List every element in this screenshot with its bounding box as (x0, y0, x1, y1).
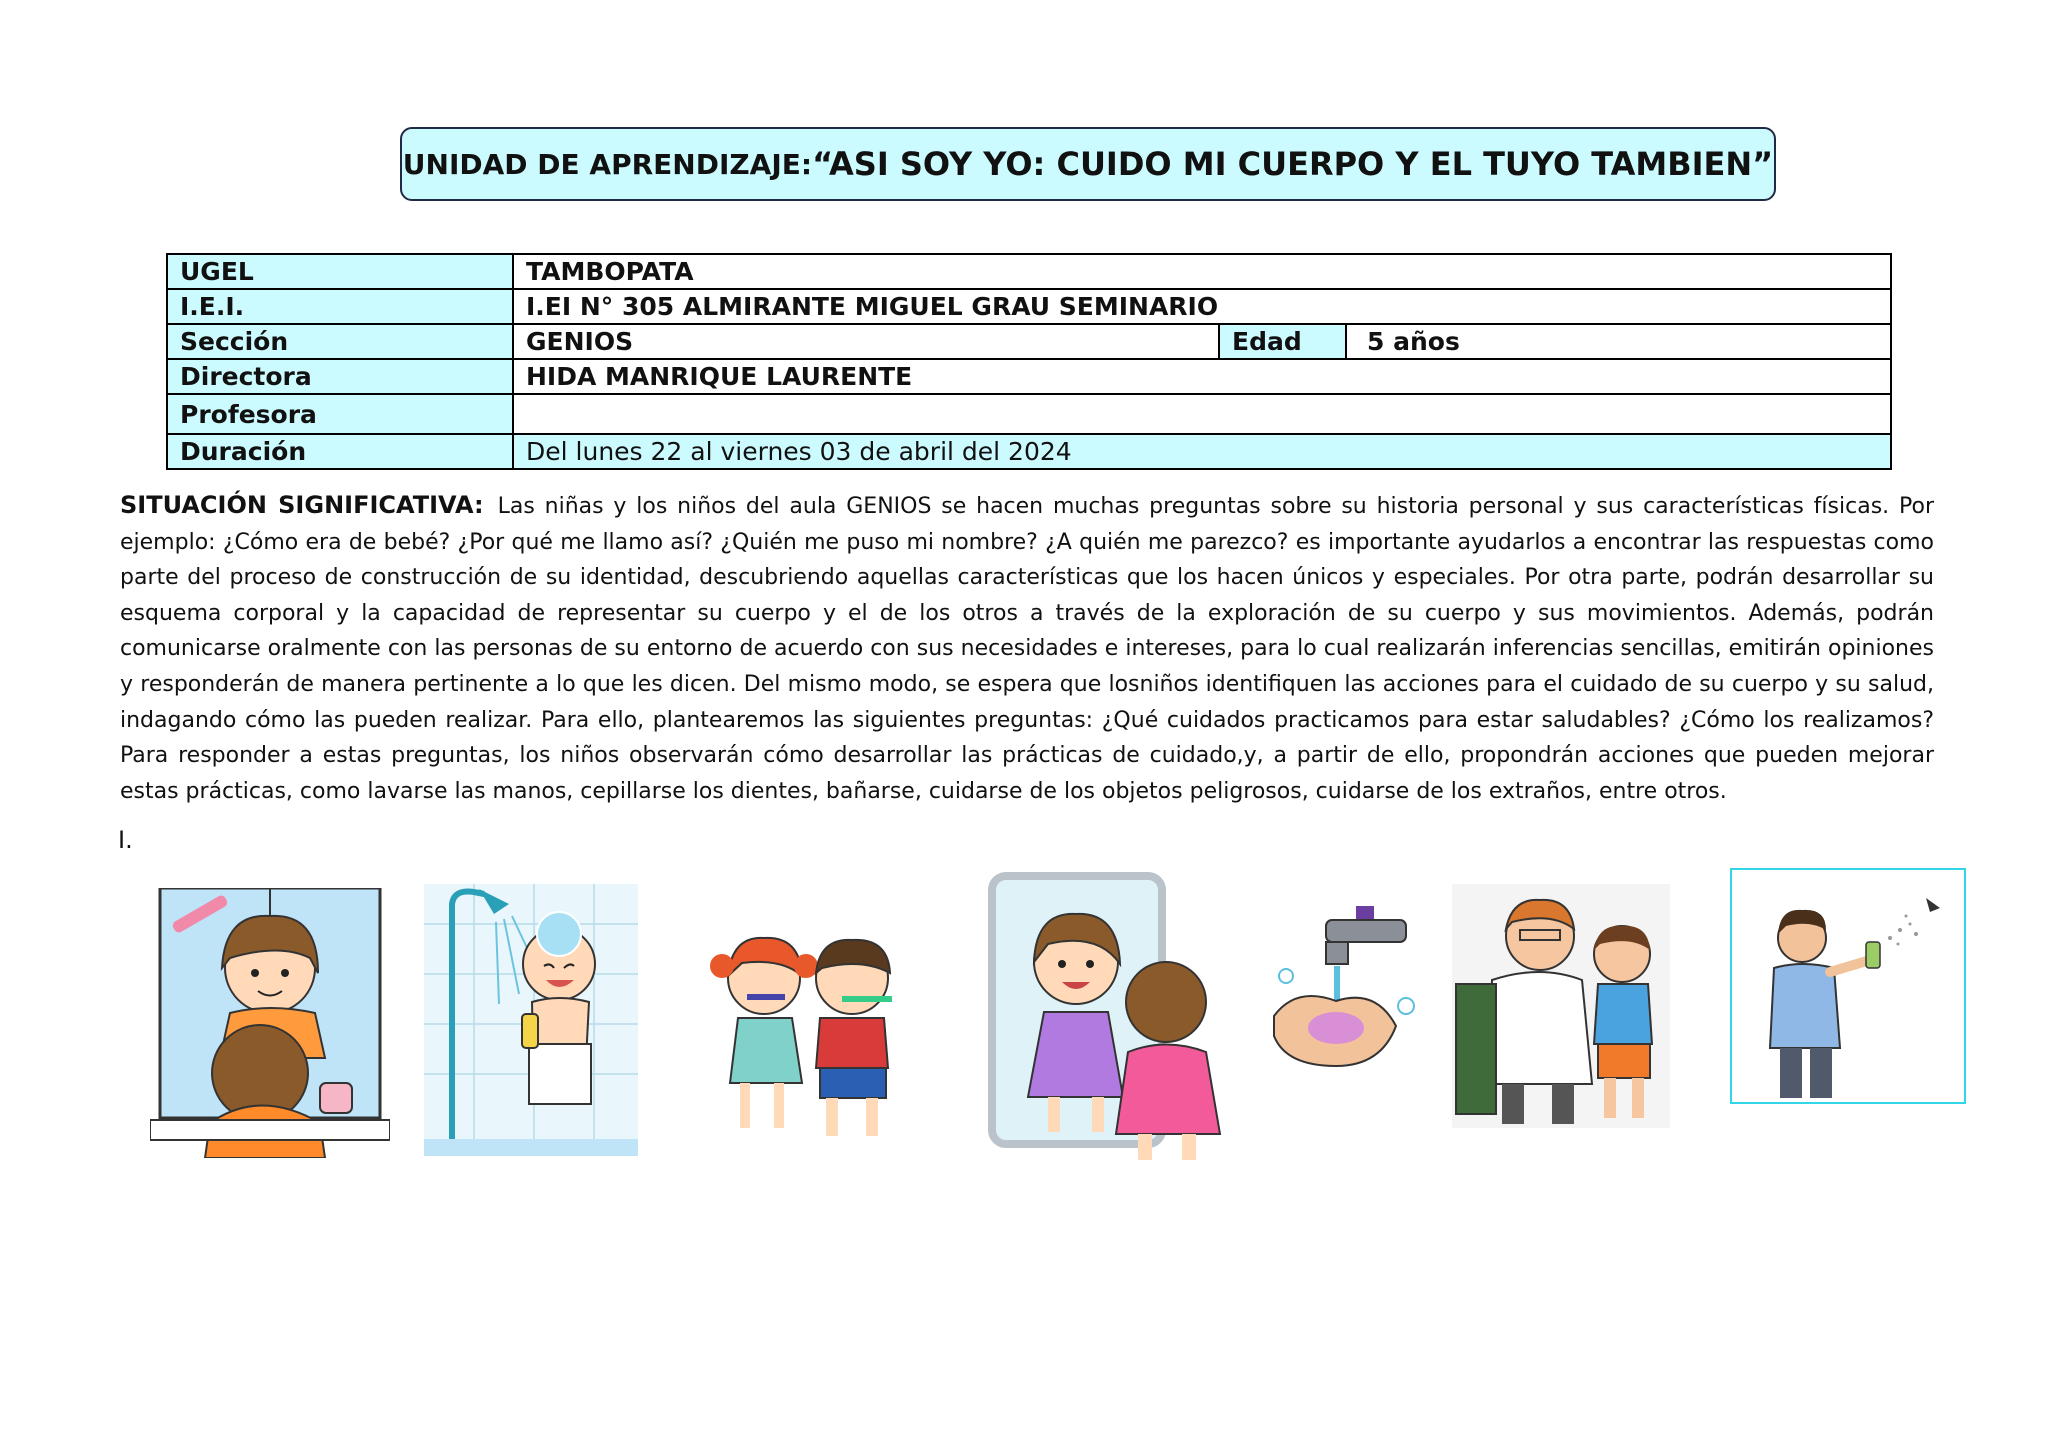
table-row (167, 254, 1891, 289)
table-row (167, 289, 1891, 324)
ugel-label: UGEL (167, 254, 513, 289)
directora-value: HIDA MANRIQUE LAURENTE (513, 359, 1891, 394)
situation-text: Las niñas y los niños del aula GENIOS se hacen muchas preguntas sobre su historia personal y sus características físicas. Por ejemplo: ¿Cómo era de bebé? ¿Por qué me llamo así? ¿Quién me puso mi nombre? ¿A quién me parezco? es importante ayudarlos a encontrar las respuestas como parte del proceso de construcción de su identidad, descubriendo aquellas características que los hacen únicos y especiales. Por otra parte, podrán desarrollar su esquema corporal y la capacidad de representar su cuerpo y el de los otros a través de la exploración de su cuerpo y sus movimientos. Además, podrán comunicarse oralmente con las personas de su entorno de acuerdo con sus necesidades e intereses, para lo cual realizarán inferencias sencillas, emitirán opiniones y responderán de manera pertinente a lo que les dicen. Del mismo modo, se espera que losniños identifiquen las acciones para el cuidado de su cuerpo y su salud, indagando cómo las pueden realizar. Para ello, plantearemos las siguientes preguntas: ¿Qué cuidados practicamos para estar saludables? ¿Cómo los realizamos? Para responder a estas preguntas, los niños observarán cómo desarrollar las prácticas de cuidado,y, a partir de ello, propondrán acciones que pueden mejorar estas prácticas, como lavarse las manos, cepillarse los dientes, bañarse, cuidarse de los objetos peligrosos, cuidarse de los extraños, entre otros. (120, 494, 1934, 804)
situation-paragraph (120, 488, 1934, 809)
directora-label: Directora (167, 359, 513, 394)
child-showering-icon (424, 884, 638, 1156)
section-marker: I. (118, 826, 133, 854)
girl-at-mirror-icon (988, 872, 1236, 1162)
seccion-label: Sección (167, 324, 513, 359)
doctor-checking-child-icon (1452, 884, 1670, 1128)
ugel-value: TAMBOPATA (513, 254, 1891, 289)
profesora-value (513, 394, 1891, 434)
situation-heading: SITUACIÓN SIGNIFICATIVA: (120, 491, 484, 519)
iei-value: I.EI N° 305 ALMIRANTE MIGUEL GRAU SEMINARIO (513, 289, 1891, 324)
unit-title-box (400, 127, 1776, 201)
table-row (167, 434, 1891, 469)
boy-spraying-icon (1730, 868, 1966, 1104)
iei-label: I.E.I. (167, 289, 513, 324)
table-row (167, 324, 1891, 359)
table-row (167, 394, 1891, 434)
profesora-label: Profesora (167, 394, 513, 434)
children-brushing-teeth-icon (702, 918, 920, 1146)
edad-label: Edad (1219, 324, 1346, 359)
seccion-value: GENIOS (513, 324, 1219, 359)
table-row (167, 359, 1891, 394)
unit-title-main: “ASI SOY YO: CUIDO MI CUERPO Y EL TUYO TAMBIEN” (812, 145, 1774, 183)
duracion-value: Del lunes 22 al viernes 03 de abril del 2024 (513, 434, 1891, 469)
edad-value: 5 años (1346, 324, 1891, 359)
duracion-label: Duración (167, 434, 513, 469)
info-table (166, 253, 1892, 470)
hands-washing-icon (1266, 906, 1420, 1078)
girl-combing-hair-icon (150, 888, 390, 1158)
unit-title-prefix: UNIDAD DE APRENDIZAJE: (402, 147, 813, 181)
